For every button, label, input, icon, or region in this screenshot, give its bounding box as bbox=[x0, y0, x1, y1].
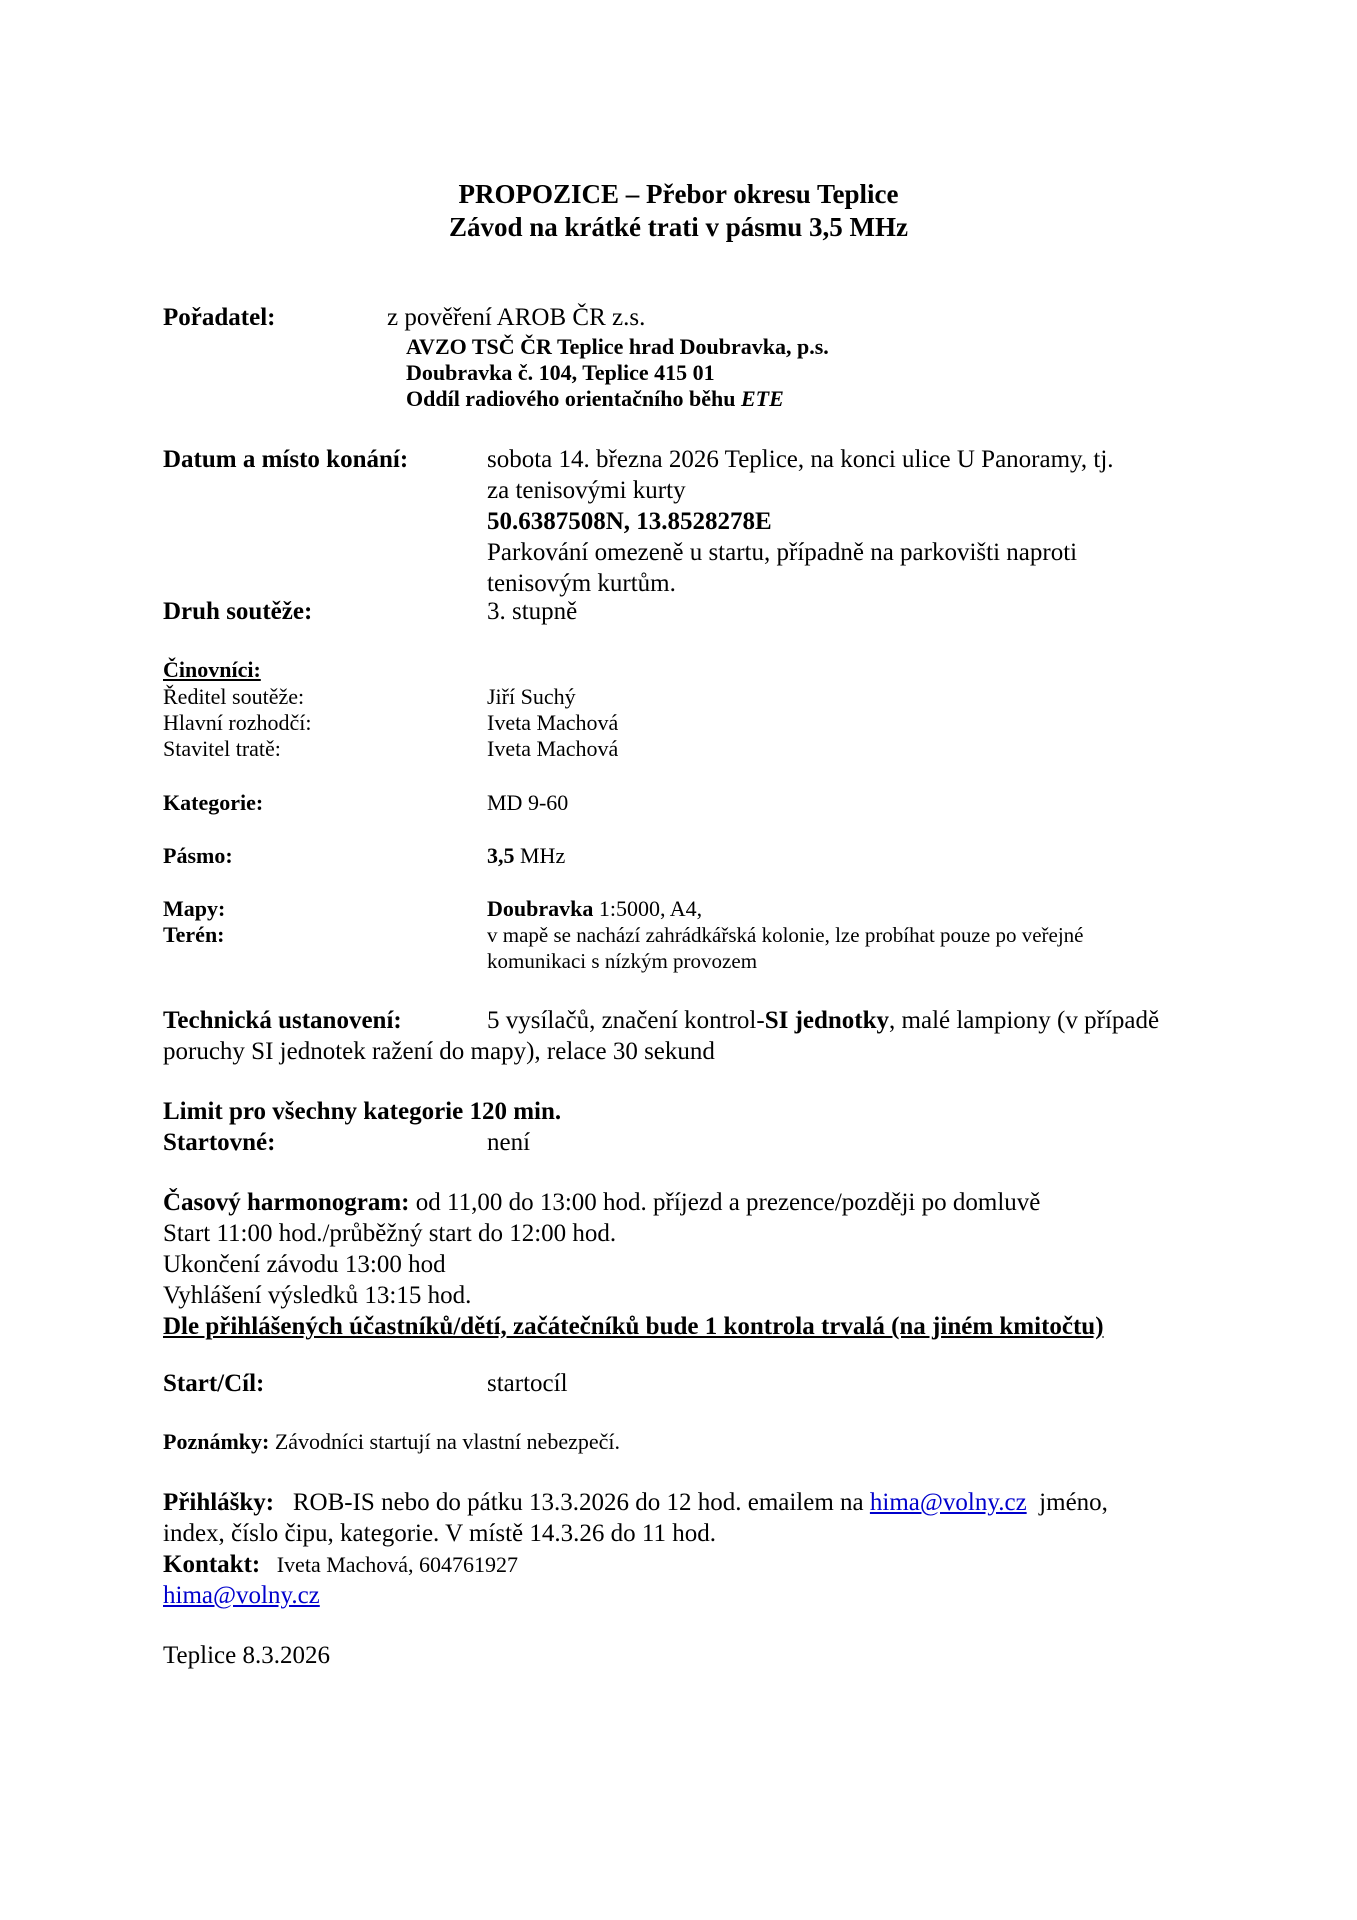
place-date: Teplice 8.3.2026 bbox=[163, 1642, 330, 1669]
cinovnik-name: Jiří Suchý bbox=[487, 684, 576, 709]
kontakt-line bbox=[163, 1549, 518, 1580]
cinovnik-name: Iveta Machová bbox=[487, 736, 619, 761]
harmonogram-note: Dle přihlášených účastníků/dětí, začátečníků bude 1 kontrola trvalá (na jiném kmitočtu) bbox=[163, 1313, 1104, 1340]
prihlasky-label: Přihlášky: bbox=[163, 1489, 275, 1516]
poznamky-value: Závodníci startují na vlastní nebezpečí. bbox=[269, 1429, 620, 1454]
prihlasky-text: ROB-IS nebo do pátku 13.3.2026 do 12 hod. emailem na bbox=[274, 1489, 870, 1516]
harmonogram-line3: Ukončení závodu 13:00 hod bbox=[163, 1251, 446, 1278]
limit-text: Limit pro všechny kategorie 120 min. bbox=[163, 1098, 562, 1125]
technicka-si-units: SI jednotky bbox=[764, 1007, 890, 1034]
kontakt-email-line bbox=[163, 1580, 320, 1611]
druh-label: Druh soutěže: bbox=[163, 598, 313, 625]
teren-line1: v mapě se nachází zahrádkářská kolonie, lze probíhat pouze po veřejné bbox=[487, 923, 1084, 947]
technicka-line1 bbox=[487, 1005, 1159, 1036]
harmonogram-line4: Vyhlášení výsledků 13:15 hod. bbox=[163, 1282, 472, 1309]
poradatel-line1: z pověření AROB ČR z.s. bbox=[387, 304, 646, 331]
technicka-part3: , malé lampiony (v případě bbox=[889, 1007, 1160, 1034]
prihlasky-text-end: jméno, bbox=[1026, 1489, 1108, 1516]
technicka-part1: 5 vysílačů, značení kontrol- bbox=[487, 1007, 765, 1034]
harmonogram-line1 bbox=[163, 1187, 1040, 1218]
cinovnik-name: Iveta Machová bbox=[487, 710, 619, 735]
poradatel-club-abbr: ETE bbox=[740, 386, 784, 411]
cinovnik-role: Stavitel tratě: bbox=[163, 736, 281, 761]
prihlasky-line2: index, číslo čipu, kategorie. V místě 14.3.26 do 11 hod. bbox=[163, 1520, 716, 1547]
parking-line1: Parkování omezeně u startu, případně na parkovišti naproti bbox=[487, 539, 1078, 566]
parking-line2: tenisovým kurtům. bbox=[487, 570, 676, 597]
poradatel-line3: Doubravka č. 104, Teplice 415 01 bbox=[406, 360, 715, 385]
mapy-value bbox=[487, 895, 702, 922]
poznamky-line bbox=[163, 1428, 620, 1455]
kategorie-value: MD 9-60 bbox=[487, 790, 569, 815]
pasmo-frequency: 3,5 bbox=[487, 843, 515, 868]
startovne-value: není bbox=[487, 1129, 531, 1156]
start-cil-label: Start/Cíl: bbox=[163, 1370, 265, 1397]
prihlasky-line1 bbox=[163, 1487, 1108, 1518]
teren-line2: komunikaci s nízkým provozem bbox=[487, 949, 758, 973]
kontakt-value: Iveta Machová, 604761927 bbox=[260, 1552, 519, 1577]
cinovnik-role: Ředitel soutěže: bbox=[163, 684, 305, 709]
harmonogram-label: Časový harmonogram: bbox=[163, 1189, 410, 1216]
poradatel-line4 bbox=[406, 385, 784, 412]
datum-line2: za tenisovými kurty bbox=[487, 477, 686, 504]
datum-line1: sobota 14. března 2026 Teplice, na konci ulice U Panoramy, tj. bbox=[487, 446, 1114, 473]
technicka-line2: poruchy SI jednotek ražení do mapy), relace 30 sekund bbox=[163, 1038, 715, 1065]
gps-coordinates: 50.6387508N, 13.8528278E bbox=[487, 508, 772, 535]
druh-value: 3. stupně bbox=[487, 598, 578, 625]
poradatel-club: Oddíl radiového orientačního běhu bbox=[406, 386, 741, 411]
poznamky-label: Poznámky: bbox=[163, 1429, 270, 1454]
map-details: 1:5000, A4, bbox=[593, 896, 703, 921]
kategorie-label: Kategorie: bbox=[163, 790, 264, 815]
mapy-label: Mapy: bbox=[163, 896, 226, 921]
startovne-label: Startovné: bbox=[163, 1129, 276, 1156]
document-title-line2: Závod na krátké trati v pásmu 3,5 MHz bbox=[449, 212, 908, 242]
prihlasky-email-link[interactable]: hima@volny.cz bbox=[869, 1489, 1027, 1516]
datum-label: Datum a místo konání: bbox=[163, 446, 409, 473]
poradatel-label: Pořadatel: bbox=[163, 304, 276, 331]
pasmo-label: Pásmo: bbox=[163, 843, 233, 868]
kontakt-label: Kontakt: bbox=[163, 1551, 261, 1578]
cinovnik-role: Hlavní rozhodčí: bbox=[163, 710, 312, 735]
kontakt-email-link[interactable]: hima@volny.cz bbox=[163, 1582, 320, 1609]
poradatel-line2: AVZO TSČ ČR Teplice hrad Doubravka, p.s. bbox=[406, 334, 829, 359]
document-title-line1: PROPOZICE – Přebor okresu Teplice bbox=[458, 179, 899, 209]
harmonogram-line2: Start 11:00 hod./průběžný start do 12:00 hod. bbox=[163, 1220, 617, 1247]
teren-label: Terén: bbox=[163, 922, 225, 947]
cinovnici-heading: Činovníci: bbox=[163, 657, 261, 682]
harmonogram-arrival: od 11,00 do 13:00 hod. příjezd a prezence/později po domluvě bbox=[409, 1189, 1041, 1216]
start-cil-value: startocíl bbox=[487, 1370, 568, 1397]
pasmo-value bbox=[487, 842, 565, 869]
technicka-label: Technická ustanovení: bbox=[163, 1007, 402, 1034]
map-name: Doubravka bbox=[487, 896, 594, 921]
pasmo-unit: MHz bbox=[514, 843, 566, 868]
